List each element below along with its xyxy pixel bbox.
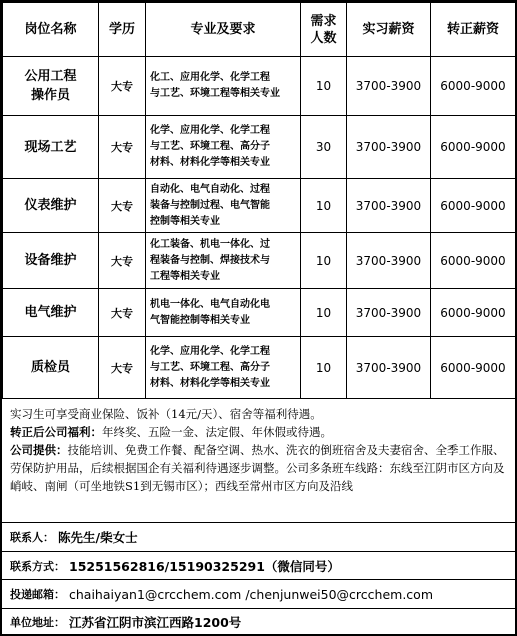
table-row	[3, 116, 516, 179]
job-table	[2, 2, 516, 399]
cell-position: 设备维护	[3, 233, 99, 289]
header-major: 专业及要求	[146, 3, 301, 57]
cell-major: 化工装备、机电一体化、过 程装备与控制、焊接技术与 工程等相关专业	[146, 233, 301, 289]
company-provisions-label: 公司提供：	[10, 443, 68, 457]
cell-regular-salary: 6000-9000	[431, 179, 516, 233]
cell-count: 10	[301, 179, 347, 233]
table-row	[3, 57, 516, 116]
contact-person-label: 联系人：	[10, 531, 54, 544]
cell-intern-salary: 3700-3900	[347, 337, 431, 399]
contact-email[interactable]: chaihaiyan1@crcchem.com /chenjunwei50@crcchem.com	[69, 586, 434, 602]
regular-benefits-text: 年终奖、五险一金、法定假、年休假或待遇。	[102, 425, 332, 439]
cell-regular-salary: 6000-9000	[431, 57, 516, 116]
cell-position: 现场工艺	[3, 116, 99, 179]
contact-person-row	[2, 523, 515, 552]
contact-phone-row	[2, 552, 515, 580]
cell-major: 化学、应用化学、化学工程 与工艺、环境工程、高分子 材料、材料化学等相关专业	[146, 337, 301, 399]
cell-education: 大专	[99, 57, 146, 116]
cell-regular-salary: 6000-9000	[431, 289, 516, 337]
cell-education: 大专	[99, 179, 146, 233]
cell-major: 机电一体化、电气自动化电 气智能控制等相关专业	[146, 289, 301, 337]
cell-intern-salary: 3700-3900	[347, 57, 431, 116]
cell-count: 10	[301, 57, 347, 116]
benefits-section	[2, 399, 515, 523]
cell-regular-salary: 6000-9000	[431, 337, 516, 399]
header-position: 岗位名称	[3, 3, 99, 57]
cell-regular-salary: 6000-9000	[431, 116, 516, 179]
regular-benefits-label: 转正后公司福利：	[10, 425, 102, 439]
table-row	[3, 337, 516, 399]
regular-benefits	[10, 423, 507, 441]
contact-email-row	[2, 580, 515, 609]
contact-email-label: 投递邮箱：	[10, 588, 65, 601]
cell-major: 化学、应用化学、化学工程 与工艺、环境工程、高分子 材料、材料化学等相关专业	[146, 116, 301, 179]
contact-address: 江苏省江阴市滨江西路1200号	[69, 614, 242, 630]
table-row	[3, 179, 516, 233]
contact-person: 陈先生/柴女士	[58, 530, 138, 545]
header-intern-salary: 实习薪资	[347, 3, 431, 57]
table-row	[3, 289, 516, 337]
cell-major: 自动化、电气自动化、过程 装备与控制过程、电气智能 控制等相关专业	[146, 179, 301, 233]
header-demand-line2: 人数	[310, 30, 337, 46]
cell-count: 10	[301, 233, 347, 289]
cell-education: 大专	[99, 289, 146, 337]
cell-regular-salary: 6000-9000	[431, 233, 516, 289]
cell-count: 10	[301, 289, 347, 337]
cell-education: 大专	[99, 337, 146, 399]
header-education: 学历	[99, 3, 146, 57]
cell-education: 大专	[99, 233, 146, 289]
cell-education: 大专	[99, 116, 146, 179]
company-provisions-text: 技能培训、免费工作餐、配备空调、热水、洗衣的倒班宿舍及夫妻宿舍、全季工作服、劳保防护用品，后续根据国企有关福利待遇逐步调整。公司多条班车线路：东线至江阴市区方向及峭岐、南闸（可坐地铁S1到无锡市区）；西线至常州市区方向及沿线	[10, 443, 505, 493]
intern-benefits: 实习生可享受商业保险、饭补（14元/天）、宿舍等福利待遇。	[10, 407, 322, 421]
header-demand-line1: 需求	[310, 13, 337, 29]
cell-position: 质检员	[3, 337, 99, 399]
cell-major: 化工、应用化学、化学工程 与工艺、环境工程等相关专业	[146, 57, 301, 116]
contact-phone-label: 联系方式：	[10, 559, 65, 573]
cell-count: 30	[301, 116, 347, 179]
contact-phone: 15251562816/15190325291（微信同号）	[69, 558, 340, 574]
cell-intern-salary: 3700-3900	[347, 179, 431, 233]
table-header-row	[3, 3, 516, 57]
cell-intern-salary: 3700-3900	[347, 233, 431, 289]
cell-intern-salary: 3700-3900	[347, 289, 431, 337]
table-row	[3, 233, 516, 289]
header-regular-salary: 转正薪资	[431, 3, 516, 57]
cell-position: 公用工程 操作员	[3, 57, 99, 116]
contact-address-row	[2, 609, 515, 634]
header-demand	[301, 3, 347, 57]
cell-position: 电气维护	[3, 289, 99, 337]
company-provisions	[10, 441, 507, 495]
cell-position: 仪表维护	[3, 179, 99, 233]
contact-address-label: 单位地址：	[10, 615, 65, 629]
cell-count: 10	[301, 337, 347, 399]
cell-intern-salary: 3700-3900	[347, 116, 431, 179]
